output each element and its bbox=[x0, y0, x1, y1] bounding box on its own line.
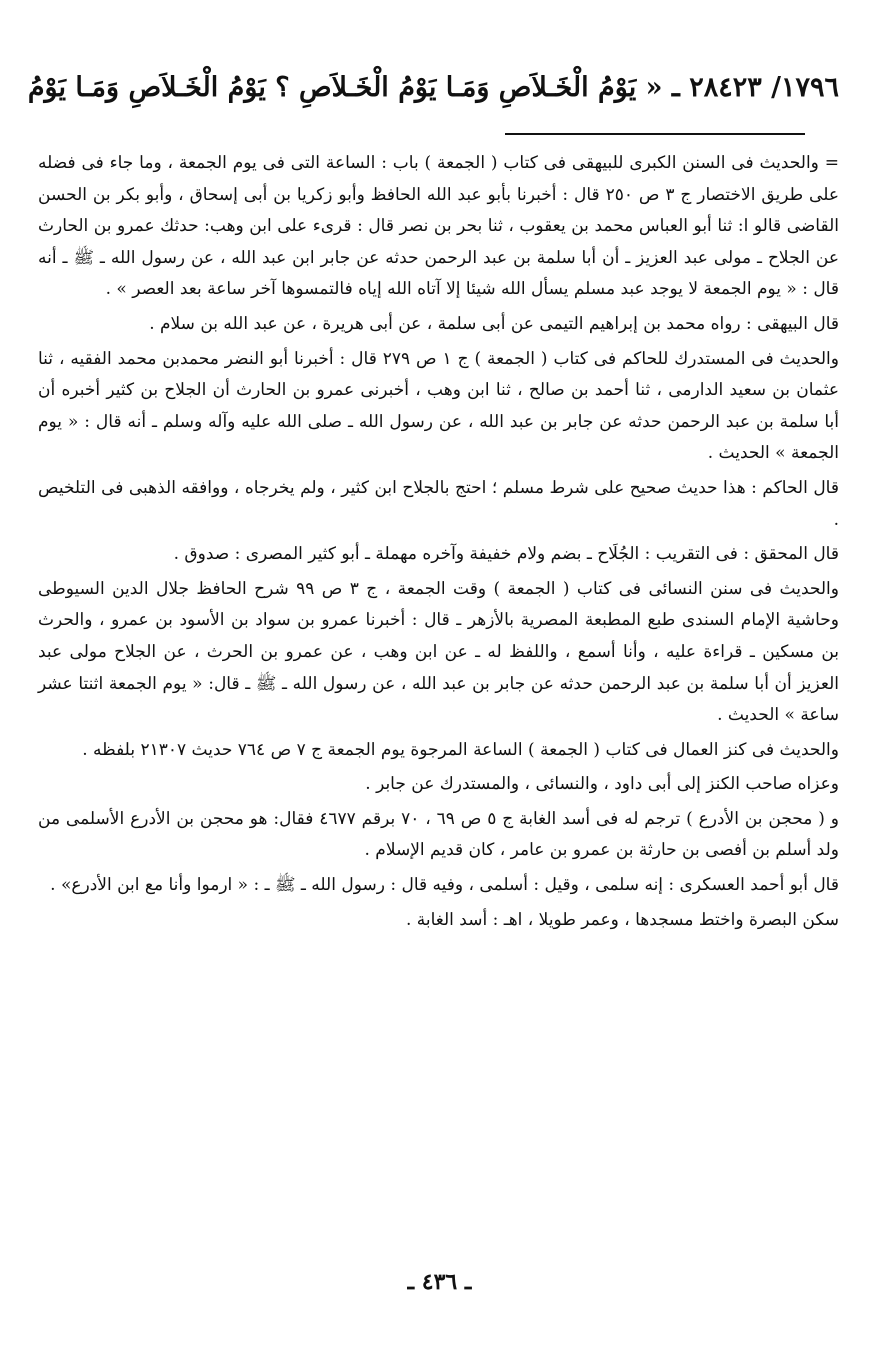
paragraph-bayhaqi-sunan: = والحديث فى السنن الكبرى للبيهقى فى كتاب ( الجمعة ) باب : الساعة التى فى يوم الجمعة ، وما جاء فى فضله على طريق الاختصار ج ٣ ص ٢٥٠ قال : أخبرنا بأبو عبد الله الحافظ وأبو زكريا بن أبى إسحاق ، وأبو بكر بن الحسن القاضى قالو ا: ثنا أبو العباس محمد بن يعقوب ، ثنا بحر بن نصر قال : قرىء على ابن وهب: حدثك عمرو بن الحارث عن الجلاح ـ مولى عبد العزيز ـ أن أبا سلمة بن عبد الرحمن حدثه عن جابر ابن عبد الله ، عن رسول الله ـ ﷺ ـ أنه قال : « يوم الجمعة لا يوجد عبد مسلم يسأل الله شيئا إلا آتاه الله إياه فالتمسوها آخر ساعة بعد العصر » . bbox=[38, 153, 839, 300]
hadith-heading: ١٧٩٦/ ٢٨٤٢٣ ـ « يَوْمُ الْخَـلاَصِ وَمَـا يَوْمُ الْخَـلاَصِ ؟ يَوْمُ الْخَـلاَصِ وَمَـا يَوْمُ bbox=[27, 72, 839, 103]
paragraph-mustadrak: والحديث فى المستدرك للحاكم فى كتاب ( الجمعة ) ج ١ ص ٢٧٩ قال : أخبرنا أبو النضر محمدبن محمد الفقيه ، ثنا عثمان بن سعيد الدارمى ، ثنا أحمد بن صالح ، ثنا ابن وهب ، أخبرنى عمرو بن الحارث أن الجلاح بن كثير أخبره أن أبا سلمة بن عبد الرحمن حدثه عن جابر بن عبد الله ، عن رسول الله ـ صلى الله عليه وآله وسلم ـ أنه قال : « يوم الجمعة » الحديث . bbox=[38, 348, 839, 464]
paragraph-hakim-comment: قال الحاكم : هذا حديث صحيح على شرط مسلم ؛ احتج بالجلاح ابن كثير ، ولم يخرجاه ، ووافقه الذهبى فى التلخيص . bbox=[38, 477, 839, 530]
paragraph-bayhaqi-comment: قال البيهقى : رواه محمد بن إبراهيم التيمى عن أبى سلمة ، عن أبى هريرة ، عن عبد الله بن سلام . bbox=[149, 313, 839, 334]
paragraph-kanz-al-ummal: والحديث فى كنز العمال فى كتاب ( الجمعة ) الساعة المرجوة يوم الجمعة ج ٧ ص ٧٦٤ حديث ٢١٣٠٧ بلفظه . bbox=[82, 739, 839, 760]
heading-divider bbox=[505, 133, 805, 135]
paragraph-askari-comment: قال أبو أحمد العسكرى : إنه سلمى ، وقيل : أسلمى ، وفيه قال : رسول الله ـ ﷺ ـ : « ارموا وأنا مع ابن الأدرع» . bbox=[50, 875, 839, 896]
paragraph-muhaqqiq-note: قال المحقق : فى التقريب : الجُلَاح ـ بضم ولام خفيفة وآخره مهملة ـ أبو كثير المصرى : صدوق . bbox=[173, 544, 839, 565]
paragraph-basra-note: سكن البصرة واختط مسجدها ، وعمر طويلا ، اهـ : أسد الغابة . bbox=[405, 909, 839, 930]
paragraph-mihjan-bio: و ( محجن بن الأدرع ) ترجم له فى أسد الغابة ج ٥ ص ٦٩ ، ٧٠ برقم ٤٦٧٧ فقال: هو محجن بن الأدرع الأسلمى من ولد أسلم بن أفصى بن حارثة بن عمرو بن عامر ، كان قديم الإسلام . bbox=[38, 808, 839, 861]
paragraph-nasai: والحديث فى سنن النسائى فى كتاب ( الجمعة ) وقت الجمعة ، ج ٣ ص ٩٩ شرح الحافظ جلال الدين السيوطى وحاشية الإمام السندى طبع المطبعة المصرية بالأزهر ـ قال : أخبرنا عمرو بن سواد بن الأسود بن عمرو ، والحرث بن مسكين ـ قراءة عليه ، وأنا أسمع ، واللفظ له ـ عن ابن وهب ، عن عمرو بن الحرث ، عن الجلاح مولى عبد العزيز أن أبا سلمة بن عبد الرحمن حدثه عن جابر بن عبد الله ، عن رسول الله ـ ﷺ ـ قال: « يوم الجمعة اثنتا عشر ساعة » الحديث . bbox=[38, 578, 839, 726]
footnote-body bbox=[38, 148, 839, 936]
page-number: ـ ٤٣٦ ـ bbox=[407, 1269, 472, 1295]
paragraph-kanz-attribution: وعزاه صاحب الكنز إلى أبى داود ، والنسائى ، والمستدرك عن جابر . bbox=[365, 774, 839, 795]
